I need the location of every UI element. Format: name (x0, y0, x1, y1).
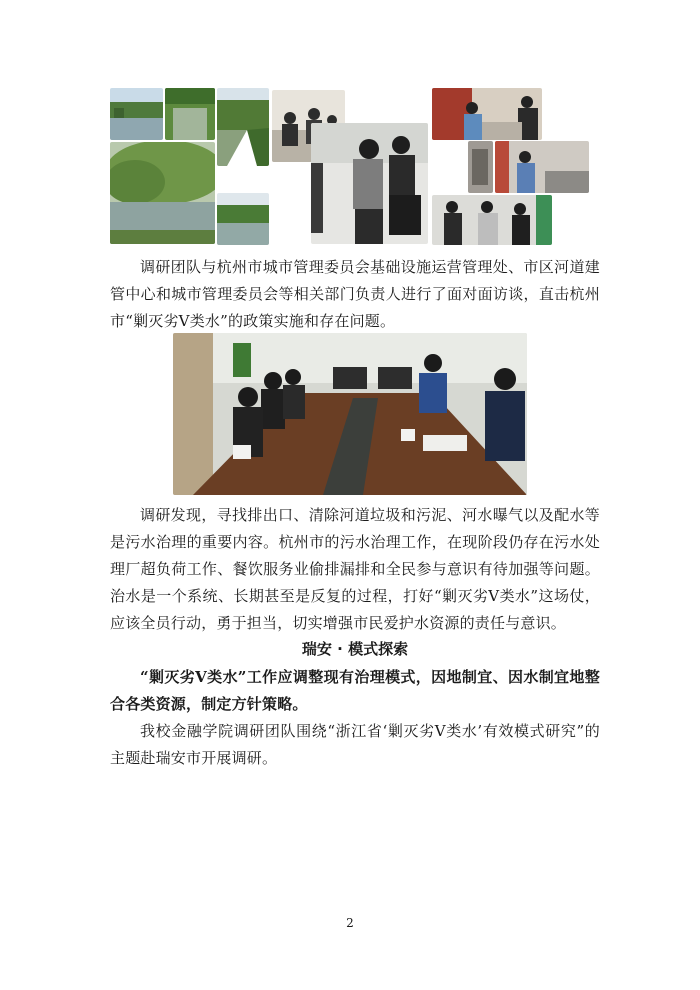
section-heading: 瑞安 · 模式探索 (301, 640, 409, 658)
river-photo-1 (110, 88, 163, 140)
office-photo-1 (432, 88, 542, 140)
page-number: 2 (346, 916, 354, 930)
meeting-room-photo (173, 333, 527, 495)
paragraph-strategy: “剿灭劣Ⅴ类水”工作应调整现有治理模式，因地制宜、因水制宜地整合各类资源，制定方针策略。 (110, 668, 600, 713)
river-tree-photo (110, 142, 215, 244)
paragraph-ruian-research: 我校金融学院调研团队围绕“浙江省‘剿灭劣Ⅴ类水’有效模式研究”的主题赴瑞安市开展调研。 (110, 722, 600, 767)
river-photo-2 (165, 88, 215, 140)
river-photo-3 (217, 88, 269, 166)
group-photo (432, 195, 552, 245)
river-photo-4 (217, 193, 269, 245)
paragraph-findings: 调研发现，寻找排出口、清除河道垃圾和污泥、河水曝气以及配水等是污水治理的重要内容。杭州市的污水治理工作，在现阶段仍存在污水处理厂超负荷工作、餐饮服务业偷排漏排和全民参与意识有待加强等问题。治水是一个系统、长期甚至是反复的过程，打好“剿灭劣Ⅴ类水”这场仗，应该全员行动，勇于担当，切实增强市民爱护水资源的责任与意识。 (110, 506, 600, 632)
office-photo-3 (468, 141, 493, 193)
interview-photo (311, 123, 428, 244)
paragraph-interview: 调研团队与杭州市城市管理委员会基础设施运营管理处、市区河道建管中心和城市管理委员会等相关部门负责人进行了面对面访谈，直击杭州市“剿灭劣Ⅴ类水”的政策实施和存在问题。 (110, 258, 600, 330)
office-photo-2 (495, 141, 589, 193)
